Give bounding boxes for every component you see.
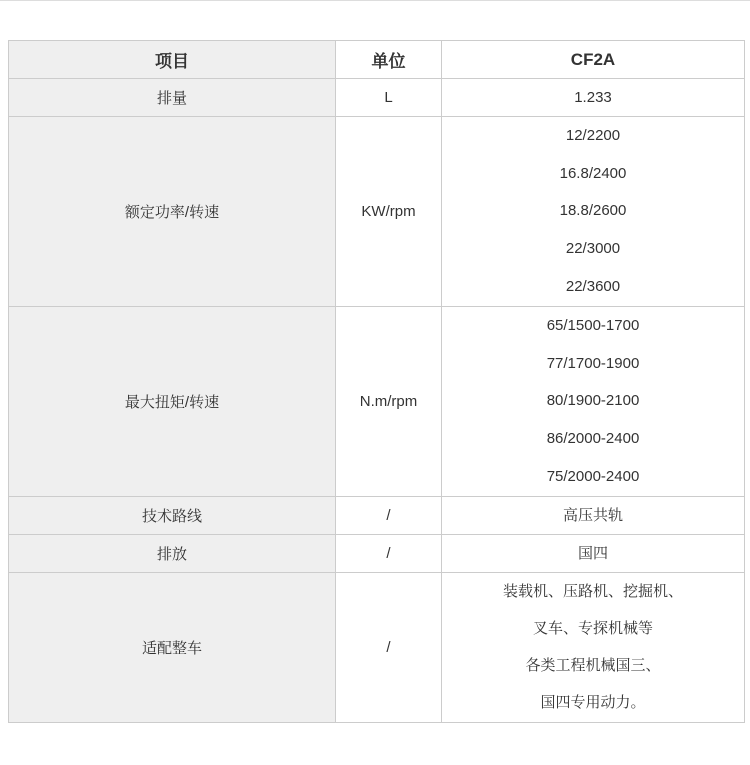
unit-cell: KW/rpm	[336, 117, 442, 307]
unit-cell: N.m/rpm	[336, 307, 442, 497]
table-row	[9, 573, 745, 723]
value-stack	[442, 573, 744, 722]
item-cell: 额定功率/转速	[9, 117, 336, 307]
header-cell-unit: 单位	[336, 41, 442, 79]
value-stack	[442, 117, 744, 306]
value-line: 1.233	[574, 88, 612, 106]
header-cell-item: 项目	[9, 41, 336, 79]
unit-cell: /	[336, 535, 442, 573]
unit-cell: /	[336, 497, 442, 535]
value-line: 高压共轨	[562, 506, 623, 524]
value-line: 75/2000-2400	[546, 468, 640, 486]
item-cell: 最大扭矩/转速	[9, 307, 336, 497]
value-line: 80/1900-2100	[546, 392, 640, 410]
header-cell-model: CF2A	[442, 41, 745, 79]
value-cell	[442, 573, 745, 723]
value-stack	[442, 79, 744, 116]
value-cell	[442, 79, 745, 117]
table-row	[9, 535, 745, 573]
value-line: 叉车、专探机械等	[532, 619, 653, 637]
value-line: 国四专用动力。	[540, 694, 646, 712]
value-stack	[442, 535, 744, 572]
value-stack	[442, 307, 744, 496]
value-line: 22/3000	[565, 240, 621, 258]
value-cell	[442, 307, 745, 497]
table-row	[9, 79, 745, 117]
unit-cell: L	[336, 79, 442, 117]
engine-spec-table	[8, 40, 745, 723]
value-cell	[442, 535, 745, 573]
table-row	[9, 117, 745, 307]
value-line: 装载机、压路机、挖掘机、	[502, 582, 683, 600]
value-line: 12/2200	[565, 126, 621, 144]
item-cell: 技术路线	[9, 497, 336, 535]
value-line: 18.8/2600	[559, 202, 627, 220]
value-cell	[442, 117, 745, 307]
item-cell: 排量	[9, 79, 336, 117]
table-row	[9, 497, 745, 535]
table-row	[9, 307, 745, 497]
item-cell: 排放	[9, 535, 336, 573]
top-divider	[0, 0, 750, 1]
unit-cell: /	[336, 573, 442, 723]
value-line: 65/1500-1700	[546, 316, 640, 334]
value-line: 86/2000-2400	[546, 430, 640, 448]
value-cell	[442, 497, 745, 535]
value-line: 16.8/2400	[559, 164, 627, 182]
value-line: 22/3600	[565, 278, 621, 296]
value-stack	[442, 497, 744, 534]
table-header-row	[9, 41, 745, 79]
value-line: 国四	[577, 544, 608, 562]
value-line: 77/1700-1900	[546, 354, 640, 372]
item-cell: 适配整车	[9, 573, 336, 723]
value-line: 各类工程机械国三、	[525, 657, 661, 675]
